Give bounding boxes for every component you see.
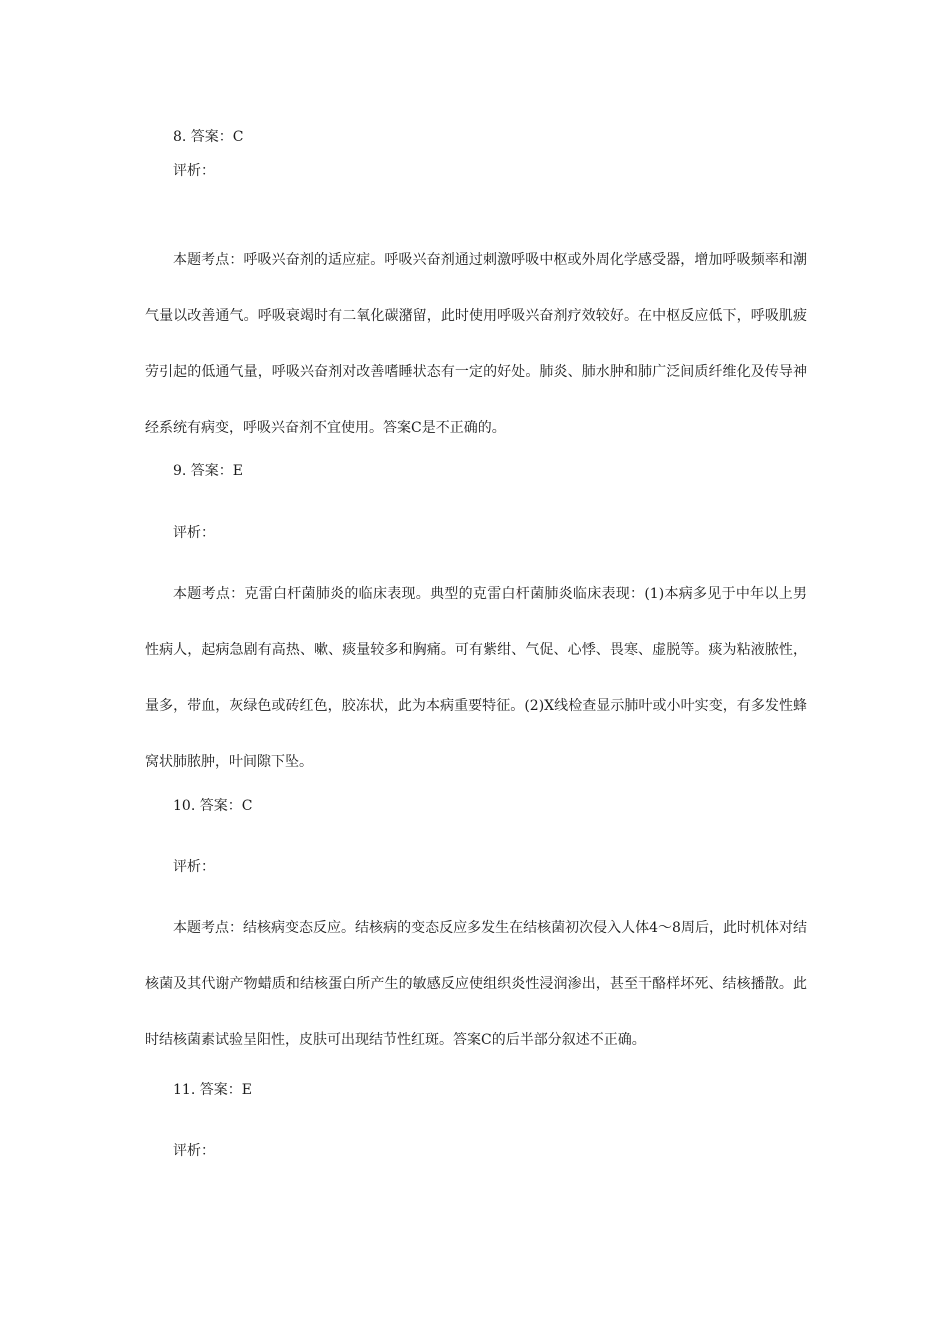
- explanation-10: 本题考点：结核病变态反应。结核病的变态反应多发生在结核菌初次侵入人体4～8周后，此时机体对结核菌及其代谢产物蜡质和结核蛋白所产生的敏感反应使组织炎性浸润渗出，甚至干酪样坏死、结核播散。此时结核菌素试验呈阳性，皮肤可出现结节性红斑。答案C的后半部分叙述不正确。: [145, 920, 807, 1048]
- answer-9: 9. 答案：E: [173, 463, 244, 479]
- analysis-label-10: 评析：: [173, 859, 215, 875]
- answer-10: 10. 答案：C: [173, 798, 253, 814]
- analysis-label-8: 评析：: [173, 163, 215, 179]
- explanation-8: 本题考点：呼吸兴奋剂的适应症。呼吸兴奋剂通过刺激呼吸中枢或外周化学感受器，增加呼吸频率和潮气量以改善通气。呼吸衰竭时有二氧化碳潴留，此时使用呼吸兴奋剂疗效较好。在中枢反应低下，呼吸肌疲劳引起的低通气量，呼吸兴奋剂对改善嗜睡状态有一定的好处。肺炎、肺水肿和肺广泛间质纤维化及传导神经系统有病变，呼吸兴奋剂不宜使用。答案C是不正确的。: [145, 252, 807, 436]
- explanation-9: 本题考点：克雷白杆菌肺炎的临床表现。典型的克雷白杆菌肺炎临床表现：(1)本病多见于中年以上男性病人，起病急剧有高热、嗽、痰量较多和胸痛。可有紫绀、气促、心悸、畏寒、虚脱等。痰为粘液脓性，量多，带血，灰绿色或砖红色，胶冻状，此为本病重要特征。(2)X线检查显示肺叶或小叶实变，有多发性蜂窝状肺脓肿，叶间隙下坠。: [145, 586, 807, 770]
- analysis-label-9: 评析：: [173, 525, 215, 541]
- answer-8: 8. 答案：C: [173, 129, 244, 145]
- answer-11: 11. 答案：E: [173, 1082, 252, 1098]
- analysis-label-11: 评析：: [173, 1143, 215, 1159]
